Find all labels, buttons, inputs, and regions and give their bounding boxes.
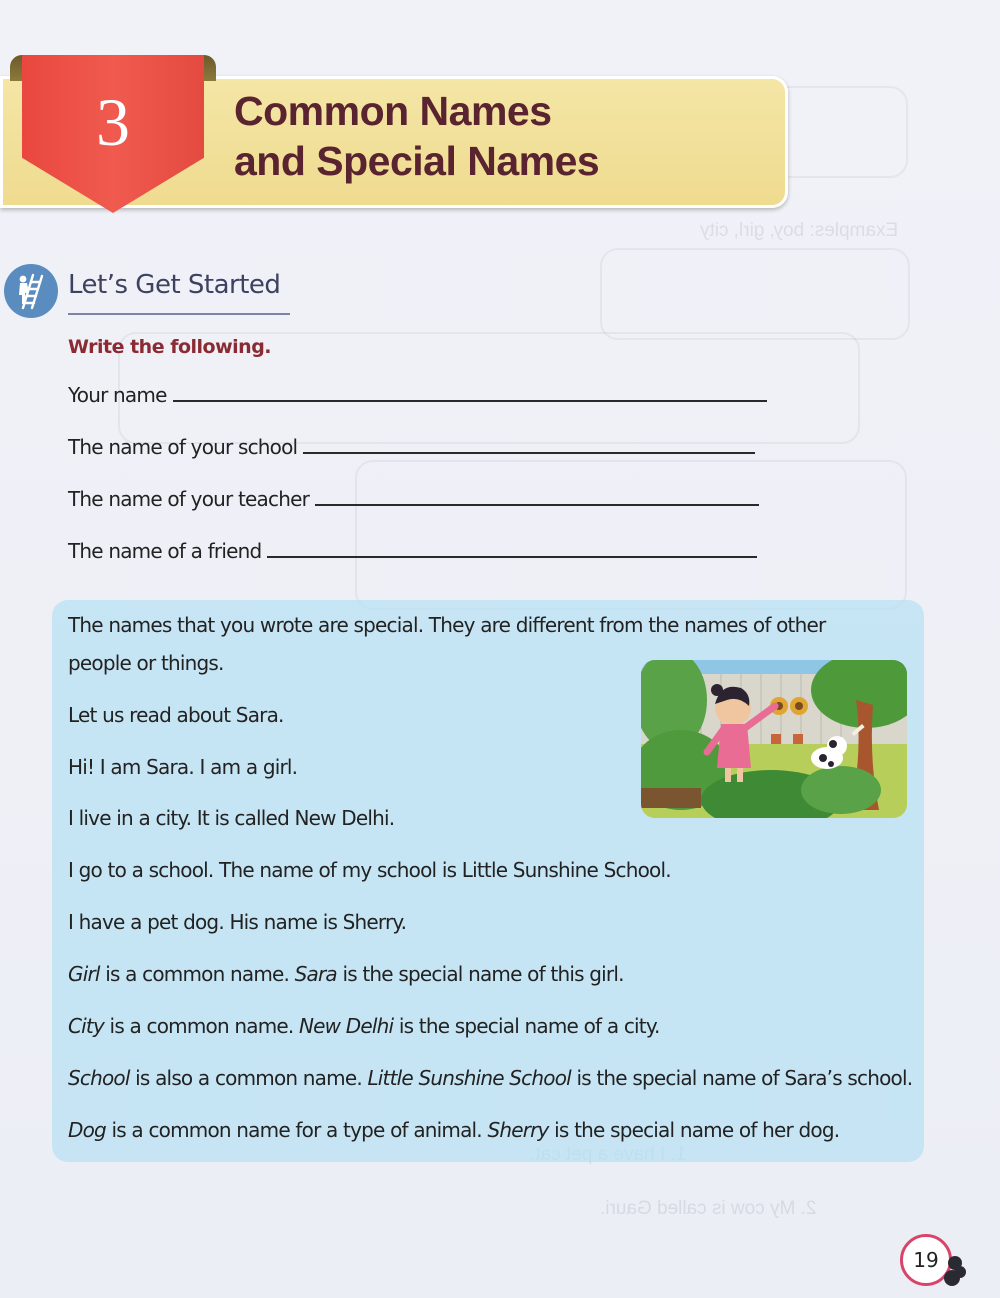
special-name: Sara (294, 962, 337, 986)
write-line-input[interactable] (303, 452, 755, 454)
intro-line-1: The names that you wrote are special. They are different from the names of other (68, 613, 826, 637)
field-friend-name (68, 534, 757, 564)
explanation-line (68, 1013, 660, 1039)
bleed-through-text: Examples: boy, girl, city (700, 220, 899, 241)
write-line-input[interactable] (315, 504, 759, 506)
page-number: 19 (913, 1248, 939, 1272)
explanation-text: is a common name for a type of animal. (105, 1118, 488, 1142)
section-title: Let’s Get Started (68, 270, 281, 300)
story-line: I live in a city. It is called New Delhi. (68, 806, 395, 830)
story-line: Hi! I am Sara. I am a girl. (68, 755, 298, 779)
bleed-through-box (600, 248, 910, 340)
garden-illustration (641, 660, 907, 818)
field-school-name (68, 430, 755, 460)
common-name: City (68, 1014, 104, 1038)
field-teacher-name (68, 482, 759, 512)
special-name: New Delhi (299, 1014, 394, 1038)
explanation-text: is a common name. (99, 962, 295, 986)
berry-decoration-icon (954, 1266, 966, 1278)
chapter-number: 3 (96, 84, 130, 160)
explanation-text: is the special name of Sara’s school. (570, 1066, 913, 1090)
explanation-line (68, 1117, 839, 1143)
lead-line: Let us read about Sara. (68, 703, 284, 727)
explanation-line (68, 961, 624, 987)
field-your-name (68, 378, 767, 408)
story-line: I go to a school. The name of my school is Little Sunshine School. (68, 858, 671, 882)
field-label: The name of your teacher (68, 487, 309, 511)
chapter-title-line2: and Special Names (234, 138, 600, 184)
explanation-text: is a common name. (104, 1014, 300, 1038)
bleed-through-text: 2. My cow is called Gauri. (600, 1198, 817, 1219)
section-title-underline (68, 313, 290, 315)
explanation-text: is the special name of this girl. (336, 962, 624, 986)
chapter-title-line1: Common Names (234, 88, 552, 134)
story-line: I have a pet dog. His name is Sherry. (68, 910, 407, 934)
common-name: Girl (68, 962, 100, 986)
page-number-badge (896, 1230, 956, 1290)
special-name: Little Sunshine School (367, 1066, 571, 1090)
explanation-text: is also a common name. (129, 1066, 368, 1090)
field-label: The name of a friend (68, 539, 262, 563)
field-label: Your name (68, 383, 167, 407)
common-name: School (68, 1066, 130, 1090)
field-label: The name of your school (68, 435, 298, 459)
ladder-climber-icon (4, 264, 58, 318)
instruction-text: Write the following. (68, 336, 272, 358)
common-name: Dog (68, 1118, 106, 1142)
chapter-title (234, 86, 599, 186)
write-line-input[interactable] (173, 400, 767, 402)
explanation-line (68, 1065, 912, 1091)
intro-line-2: people or things. (68, 651, 224, 675)
explanation-text: is the special name of a city. (393, 1014, 660, 1038)
special-name: Sherry (487, 1118, 549, 1142)
write-line-input[interactable] (267, 556, 757, 558)
explanation-text: is the special name of her dog. (548, 1118, 840, 1142)
